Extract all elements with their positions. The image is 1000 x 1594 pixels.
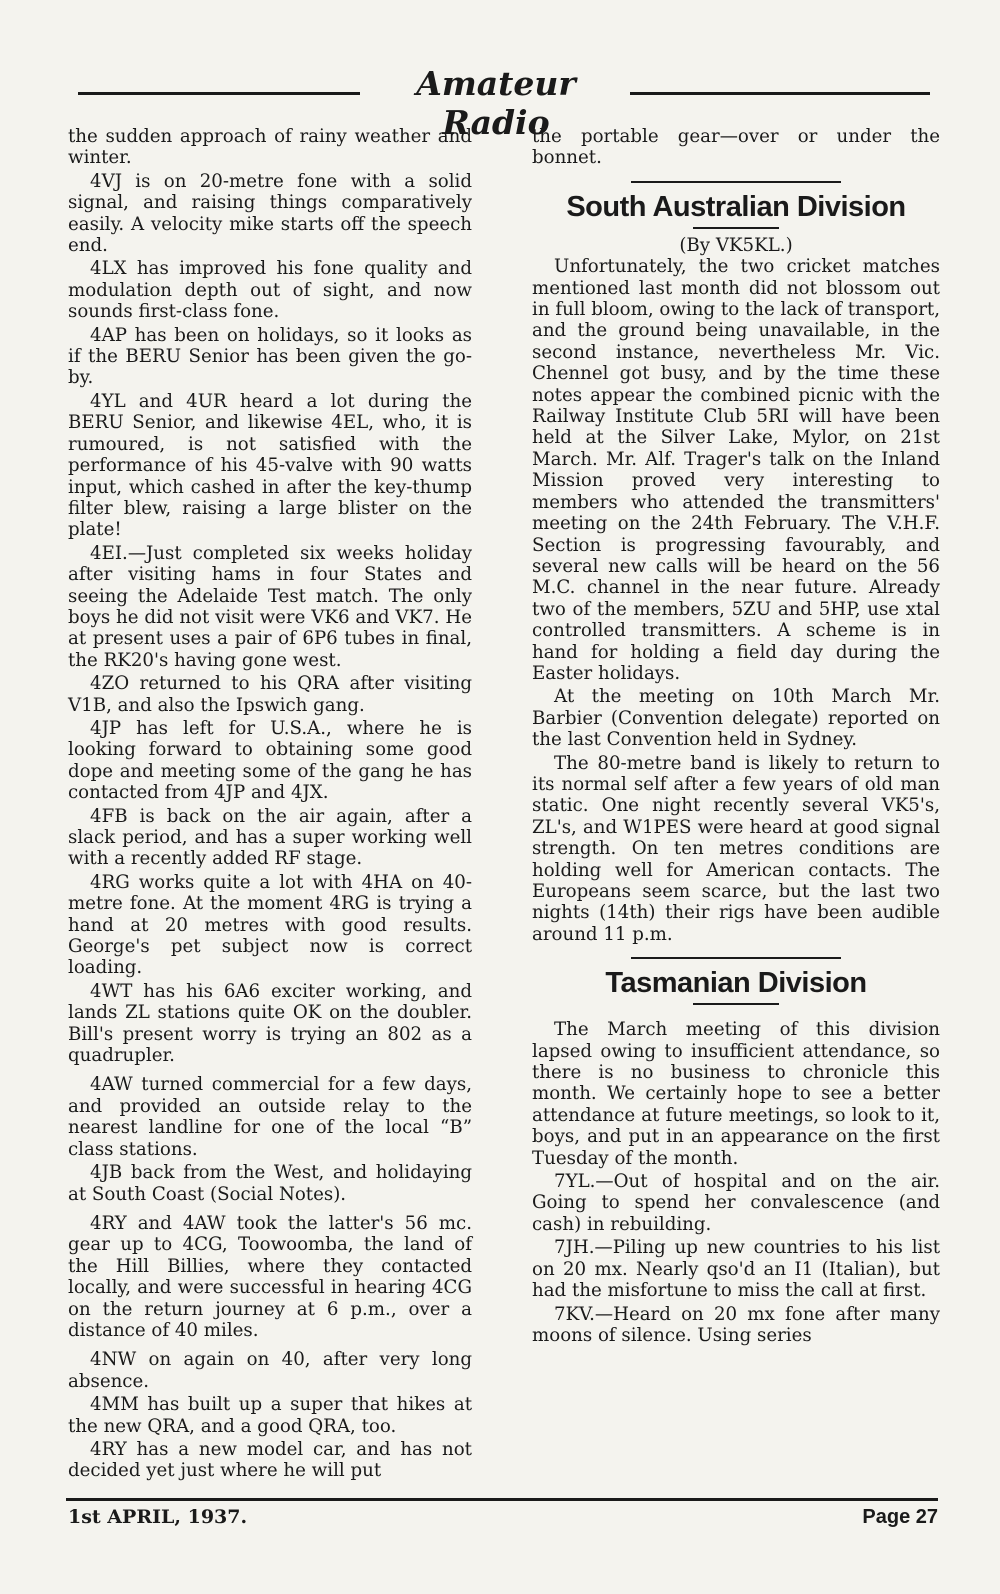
paragraph: 4RY and 4AW took the latter's 56 mc. gear up to 4CG, Toowoomba, the land of the Hill Billies, where they contacted locally, and were successful in hearing 4CG on the return journey at 6 p.m., over a distance of 40 miles.	[68, 1212, 472, 1341]
paragraph: Unfortunately, the two cricket matches mentioned last month did not blossom out in full bloom, owing to the lack of transport, and the ground being unavailable, in the second instance, nevertheless Mr. Vic. Chennel got busy, and by the time these notes appear the combined picnic with the Railway Institute Club 5RI will have been held at the Silver Lake, Mylor, on 21st March. Mr. Alf. Trager's talk on the Inland Mission proved very interesting to members who attended the transmitters' meeting on the 24th February. The V.H.F. Section is progressing favourably, and several new calls will be heard on the 56 M.C. channel in the near future. Already two of the members, 5ZU and 5HP, use xtal controlled transmitters. A scheme is in hand for holding a field day during the Easter holidays.	[532, 256, 940, 684]
paragraph: 4YL and 4UR heard a lot during the BERU Senior, and likewise 4EL, who, it is rumoured, is not satisfied with the performance of his 45-valve with 90 watts input, which cashed in after the key-thump filter blew, raising a large blister on the plate!	[68, 390, 472, 541]
paragraph: the portable gear—over or under the bonnet.	[532, 126, 940, 169]
paragraph: 4JB back from the West, and holidaying at South Coast (Social Notes).	[68, 1162, 472, 1205]
paragraph: The 80-metre band is likely to return to its normal self after a few years of old man static. One night recently several VK5's, ZL's, and W1PES were heard at good signal strength. On ten metres conditions are holding well for American contacts. The Europeans seem scarce, but the last two nights (14th) their rigs have been audible around 11 p.m.	[532, 752, 940, 945]
paragraph: 4NW on again on 40, after very long absence.	[68, 1349, 472, 1392]
section-heading-south-australia: South Australian Division	[566, 190, 906, 223]
section-divider	[631, 181, 841, 183]
paragraph: At the meeting on 10th March Mr. Barbier (Convention delegate) reported on the last Convention held in Sydney.	[532, 686, 940, 751]
right-column	[532, 126, 940, 1348]
paragraph: 7YL.—Out of hospital and on the air. Going to spend her convalescence (and cash) in rebuilding.	[532, 1171, 940, 1235]
page-number: Page 27	[862, 1506, 938, 1528]
masthead-rule-left	[78, 92, 360, 95]
paragraph: 4FB is back on the air again, after a slack period, and has a super working well with a recently added RF stage.	[68, 805, 472, 870]
paragraph: The March meeting of this division lapsed owing to insufficient attendance, so there is no business to chronicle this month. We certainly hope to see a better attendance at future meetings, so look to it, boys, and put in an appearance on the first Tuesday of the month.	[532, 1019, 940, 1169]
paragraph: 4LX has improved his fone quality and modulation depth out of sight, and now sounds first-class fone.	[68, 258, 472, 323]
paragraph: the sudden approach of rainy weather and winter.	[68, 126, 472, 169]
paragraph: 4EI.—Just completed six weeks holiday after visiting hams in four States and seeing the Adelaide Test match. The only boys he did not visit were VK6 and VK7. He at present uses a pair of 6P6 tubes in final, the RK20's having gone west.	[68, 542, 472, 671]
masthead-title: Amateur Radio	[416, 64, 576, 142]
paragraph: 4RG works quite a lot with 4HA on 40-metre fone. At the moment 4RG is trying a hand at 20 metres with good results. George's pet subject now is correct loading.	[68, 871, 472, 979]
paragraph: 4ZO returned to his QRA after visiting V1B, and also the Ipswich gang.	[68, 673, 472, 716]
paragraph: 7JH.—Piling up new countries to his list on 20 mx. Nearly qso'd an I1 (Italian), but had the misfortune to miss the call at first.	[532, 1237, 940, 1302]
byline: (By VK5KL.)	[679, 234, 793, 256]
section-divider	[631, 957, 841, 959]
paragraph: 4WT has his 6A6 exciter working, and lands ZL stations quite OK on the doubler. Bill's present worry is trying an 802 as a quadrupler.	[68, 980, 472, 1067]
issue-date: 1st APRIL, 1937.	[68, 1506, 248, 1528]
heading-underline	[693, 1003, 779, 1005]
paragraph: 4MM has built up a super that hikes at the new QRA, and a good QRA, too.	[68, 1394, 472, 1437]
footer-rule	[66, 1498, 938, 1501]
section-heading-tasmania: Tasmanian Division	[605, 967, 867, 1000]
paragraph: 4VJ is on 20-metre fone with a solid signal, and raising things comparatively easily. A velocity mike starts off the speech end.	[68, 170, 472, 257]
masthead	[68, 62, 936, 142]
heading-underline	[693, 227, 779, 229]
masthead-rule-right	[630, 92, 930, 95]
paragraph: 4AP has been on holidays, so it looks as if the BERU Senior has been given the go-by.	[68, 324, 472, 389]
paragraph: 4AW turned commercial for a few days, and provided an outside relay to the nearest landline for one of the local “B” class stations.	[68, 1074, 472, 1160]
left-column	[68, 126, 472, 1484]
paragraph: 4RY has a new model car, and has not decided yet just where he will put	[68, 1438, 472, 1482]
paragraph: 7KV.—Heard on 20 mx fone after many moons of silence. Using series	[532, 1303, 940, 1346]
paragraph: 4JP has left for U.S.A., where he is looking forward to obtaining some good dope and meeting some of the gang he has contacted from 4JP and 4JX.	[68, 717, 472, 804]
